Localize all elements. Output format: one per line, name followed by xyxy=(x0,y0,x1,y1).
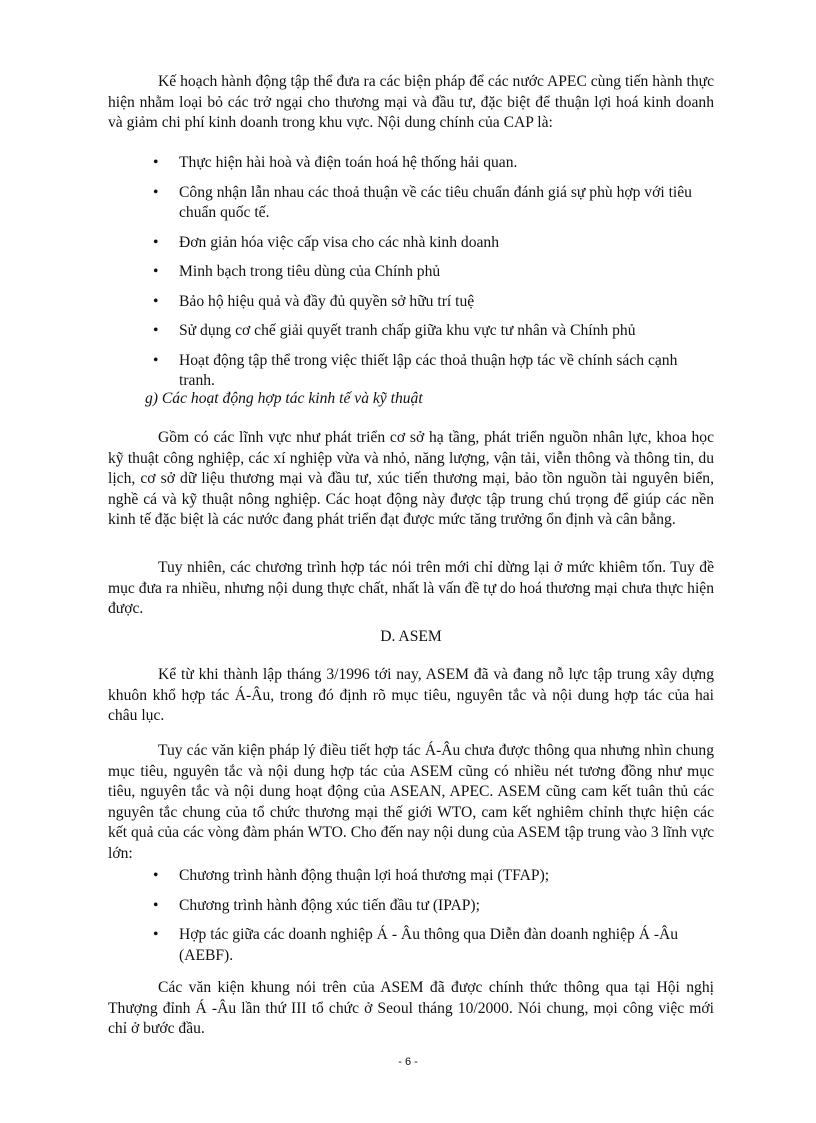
list-item: • Hợp tác giữa các doanh nghiệp Á - Âu thông qua Diễn đàn doanh nghiệp Á -Âu (AEBF). xyxy=(153,926,679,964)
list-item: • Bảo hộ hiệu quả và đầy đủ quyền sở hữu trí tuệ xyxy=(108,292,714,313)
asem-bullet-list xyxy=(108,866,714,966)
bullet-icon: • xyxy=(153,233,159,251)
bullet-icon: • xyxy=(153,896,159,914)
bullet-icon: • xyxy=(153,322,159,339)
bullet-icon: • xyxy=(153,292,159,310)
section-title-asem: D. ASEM xyxy=(380,628,442,645)
paragraph-cap-intro: Kế hoạch hành động tập thể đưa ra các biện pháp để các nước APEC cùng tiến hành thực hiện nhằm loại bỏ các trở ngại cho thương mại và đầu tư, đặc biệt để thuận lợi hoá kinh doanh và giảm chi phí kinh doanh trong khu vực. Nội dung chính của CAP là: xyxy=(108,73,714,131)
bullet-icon: • xyxy=(153,926,159,943)
paragraph-asem-founding: Kể từ khi thành lập tháng 3/1996 tới nay, ASEM đã và đang nỗ lực tập trung xây dựng khuôn khổ hợp tác Á-Âu, trong đó định rõ mục tiêu, nguyên tắc và nội dung hợp tác của hai châu lục. xyxy=(108,666,714,724)
paragraph-asem-framework: Tuy các văn kiện pháp lý điều tiết hợp tác Á-Âu chưa được thông qua nhưng nhìn chung mục tiêu, nguyên tắc và nội dung hợp tác của ASEM cũng có nhiều nét tương đồng như mục tiêu, nguyên tắc và nội dung hoạt động của ASEAN, APEC. ASEM cũng cam kết tuân thủ các nguyên tắc chung của tổ chức thương mại thế giới WTO, cam kết nghiêm chỉnh thực hiện các kết quả của các vòng đàm phán WTO. Cho đến nay nội dung của ASEM tập trung vào 3 lĩnh vực lớn: xyxy=(108,742,714,862)
bullet-icon: • xyxy=(153,183,159,201)
list-item: • Thực hiện hài hoà và điện toán hoá hệ thống hải quan. xyxy=(108,153,714,174)
bullet-icon: • xyxy=(153,154,159,171)
paragraph-limitations: Tuy nhiên, các chương trình hợp tác nói trên mới chỉ dừng lại ở mức khiêm tốn. Tuy đề mục đưa ra nhiều, nhưng nội dung thực chất, nhất là vấn đề tự do hoá thương mại chưa thực hiện được. xyxy=(108,559,714,617)
list-item: • Minh bạch trong tiêu dùng của Chính phủ xyxy=(108,262,714,283)
section-heading-g: g) Các hoạt động hợp tác kinh tế và kỹ thuật xyxy=(145,390,423,407)
paragraph-cooperation-areas: Gồm có các lĩnh vực như phát triển cơ sở hạ tầng, phát triển nguồn nhân lực, khoa học kỹ thuật công nghiệp, các xí nghiệp vừa và nhỏ, năng lượng, vận tải, viễn thông và thông tin, du lịch, cơ sở dữ liệu thương mại và đầu tư, xúc tiến thương mại, bảo tồn nguồn tài nguyên biển, nghề cá và kỹ thuật nông nghiệp. Các hoạt động này được tập trung chú trọng để giúp các nền kinh tế đặc biệt là các nước đang phát triển đạt được mức tăng trưởng ổn định và cân bằng. xyxy=(108,429,714,528)
list-item: • Chương trình hành động xúc tiến đầu tư (IPAP); xyxy=(108,896,714,917)
cap-bullet-list xyxy=(108,153,714,392)
paragraph-asem-summit: Các văn kiện khung nói trên của ASEM đã được chính thức thông qua tại Hội nghị Thượng đỉnh Á -Âu lần thứ III tổ chức ở Seoul tháng 10/2000. Nói chung, mọi công việc mới chỉ ở bước đầu. xyxy=(108,979,714,1037)
bullet-icon: • xyxy=(153,263,159,280)
page-number: - 6 - xyxy=(398,1056,418,1068)
bullet-icon: • xyxy=(153,867,159,884)
list-item: • Đơn giản hóa việc cấp visa cho các nhà kinh doanh xyxy=(108,233,714,254)
list-item: • Công nhận lẫn nhau các thoả thuận về các tiêu chuẩn đánh giá sự phù hợp với tiêu chuẩn quốc tế. xyxy=(153,183,692,221)
bullet-icon: • xyxy=(153,351,159,369)
list-item: • Hoạt động tập thể trong việc thiết lập các thoả thuận hợp tác về chính sách cạnh tranh. xyxy=(153,351,678,389)
list-item: • Sử dụng cơ chế giải quyết tranh chấp giữa khu vực tư nhân và Chính phủ xyxy=(108,321,714,342)
list-item: • Chương trình hành động thuận lợi hoá thương mại (TFAP); xyxy=(108,866,714,887)
